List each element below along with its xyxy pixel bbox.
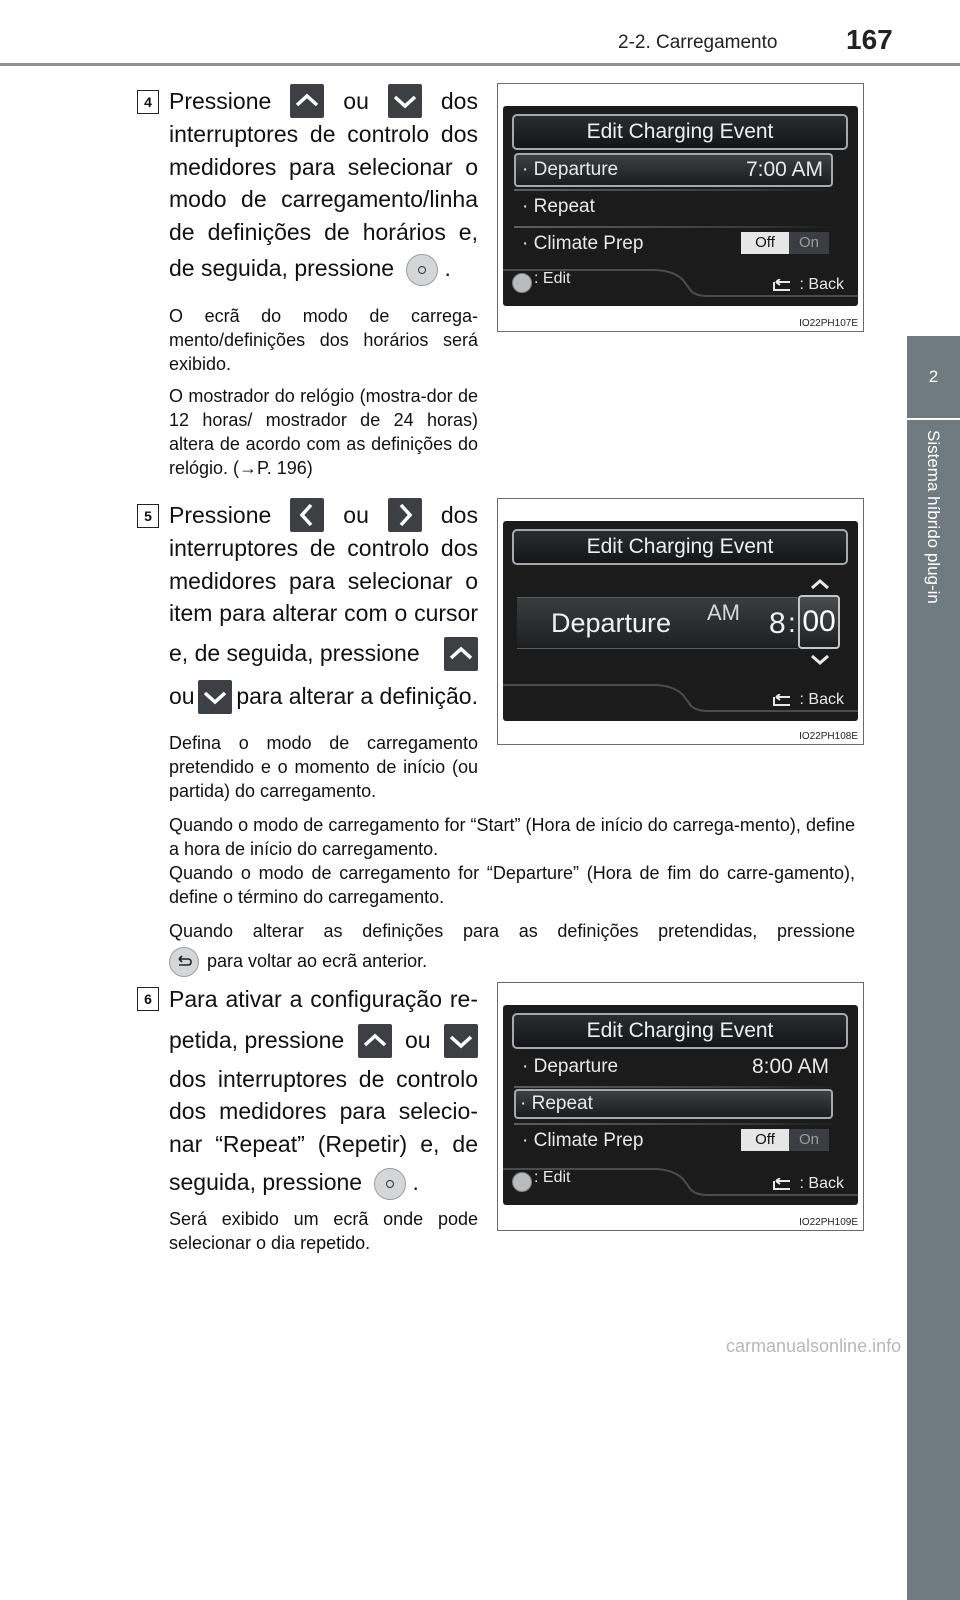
chevron-down-icon: [810, 654, 830, 666]
row-divider: [514, 189, 839, 191]
right-arrow-icon: [388, 498, 422, 532]
screen-title: Edit Charging Event: [512, 529, 848, 565]
step-5-note: Defina o modo de carregamento pretendido e o momento de início (ou partida) do carregamento.: [169, 733, 478, 801]
step-6-line: dos medidores para selecio-: [169, 1098, 478, 1124]
ok-button-icon: [406, 254, 438, 286]
step-5-paragraph-start: Quando o modo de carregamento for “Start” (Hora de início do carrega-mento), define a hora de início do carregamento.: [169, 815, 855, 859]
figure-caption: IO22PH109E: [799, 1217, 858, 1228]
screen-footer: [503, 681, 858, 719]
figure-departure-time: [497, 498, 864, 745]
menu-row-climate-prep: [514, 229, 837, 259]
ok-button-icon: [374, 1168, 406, 1200]
edit-label: : Edit: [534, 1169, 571, 1186]
toggle-on: On: [789, 1129, 829, 1151]
step-6-instructions: [169, 983, 478, 1200]
figure-repeat-selected: [497, 982, 864, 1231]
step-4-line: modo de carregamento/linha: [169, 186, 478, 212]
chapter-tab-number: 2: [907, 336, 960, 418]
step-4-word-pressione: Pressione: [169, 87, 272, 114]
step-number-6: 6: [137, 987, 159, 1011]
back-label: : Back: [799, 1175, 844, 1192]
step-5-word-pressione: Pressione: [169, 501, 272, 528]
row-label: · Climate Prep: [522, 233, 644, 254]
section-title: 2-2. Carregamento: [618, 32, 778, 53]
step-4-word-dos: dos: [440, 87, 478, 114]
step-5-word-dos: dos: [440, 501, 478, 528]
row-value: 8:00 AM: [751, 1055, 829, 1078]
menu-row-climate-prep: [514, 1126, 837, 1156]
screen-title: Edit Charging Event: [512, 1013, 848, 1049]
step-4-instructions: [169, 84, 478, 286]
step-4-word-ou: ou: [343, 87, 369, 114]
step-4-last-line: de seguida, pressione: [169, 255, 395, 281]
step-4-period: .: [444, 255, 451, 281]
step-6-line-2: petida, pressione: [169, 1027, 345, 1054]
step-6-word-ou: ou: [405, 1027, 431, 1054]
row-value: 7:00 AM: [745, 158, 823, 181]
row-label: · Departure: [522, 159, 619, 180]
figure-edit-charging-event: [497, 83, 864, 332]
field-label: Departure: [551, 608, 672, 638]
back-instruction-line-1: Quando alterar as definições para as definições pretendidas, pressione: [169, 921, 855, 941]
screen-title: Edit Charging Event: [512, 114, 848, 150]
row-divider: [514, 1086, 839, 1088]
row-divider: [514, 226, 839, 228]
menu-row-departure: [514, 153, 833, 187]
step-5-line-5: para alterar a definição.: [236, 683, 478, 710]
display-screen: [503, 106, 858, 306]
row-divider: [514, 1123, 839, 1125]
row-label: · Climate Prep: [522, 1130, 644, 1151]
departure-field: [517, 597, 798, 649]
screen-footer: [503, 266, 858, 304]
chevron-up-icon: [810, 578, 830, 590]
knob-icon: [512, 1172, 532, 1192]
back-arrow-icon: [770, 694, 792, 708]
down-arrow-icon: [198, 680, 232, 714]
display-screen: [503, 521, 858, 721]
menu-row-departure: [514, 1052, 837, 1082]
step-5-line: item para alterar com o cursor: [169, 600, 478, 626]
toggle-off: Off: [741, 1129, 789, 1151]
back-label: : Back: [799, 691, 844, 708]
edit-label: : Edit: [534, 270, 571, 287]
page-number: 167: [846, 24, 893, 55]
left-arrow-icon: [290, 498, 324, 532]
step-6-last-line: seguida, pressione: [169, 1169, 363, 1195]
step-5-back-instruction: [169, 919, 855, 977]
step-6-line: nar “Repeat” (Repetir) e, de: [169, 1130, 478, 1157]
back-arrow-icon: [770, 1178, 792, 1192]
ampm-value: AM: [707, 600, 740, 625]
row-label: · Departure: [522, 1056, 619, 1077]
toggle-off: Off: [741, 232, 789, 254]
watermark: carmanualsonline.info: [726, 1336, 902, 1356]
chapter-tab-label: Sistema híbrido plug-in: [924, 430, 943, 604]
step-5-instructions: [169, 498, 478, 714]
minutes-field: 00: [798, 595, 840, 649]
menu-row-repeat: [514, 192, 837, 222]
screen-footer: [503, 1165, 858, 1203]
figure-caption: IO22PH107E: [799, 318, 858, 329]
figure-caption: IO22PH108E: [799, 731, 858, 742]
hour-value: 8: [769, 607, 786, 640]
down-arrow-icon: [388, 84, 422, 118]
back-label: : Back: [799, 276, 844, 293]
climate-toggle: [741, 232, 829, 254]
up-arrow-icon: [290, 84, 324, 118]
back-arrow-icon: [770, 279, 792, 293]
step-number-4: 4: [137, 90, 159, 114]
down-arrow-icon: [444, 1024, 478, 1058]
menu-row-repeat: [514, 1089, 833, 1119]
knob-icon: [512, 273, 532, 293]
step-6-note: Será exibido um ecrã onde pode selecionar o dia repetido.: [169, 1209, 478, 1253]
step-4-line: de definições de horários e,: [169, 218, 478, 245]
row-label: · Repeat: [522, 196, 595, 217]
step-4-line: medidores para selecionar o: [169, 153, 478, 180]
step-5-paragraph-departure: Quando o modo de carregamento for “Departure” (Hora de fim do carre-gamento), define o término do carregamento.: [169, 863, 855, 907]
climate-toggle: [741, 1129, 829, 1151]
step-5-word-ou: ou: [343, 501, 369, 528]
step-5-line: interruptores de controlo dos: [169, 535, 478, 561]
step-5-word-ou-2: ou: [169, 683, 195, 710]
step-5-line: medidores para selecionar o: [169, 567, 478, 594]
display-screen: [503, 1005, 858, 1205]
step-4-line: interruptores de controlo dos: [169, 121, 478, 147]
chapter-tab: [907, 420, 960, 1600]
up-arrow-icon: [444, 637, 478, 671]
back-instruction-line-2: para voltar ao ecrã anterior.: [207, 950, 428, 971]
step-4-note-1: O ecrã do modo de carrega-mento/definições dos horários será exibido.: [169, 306, 478, 374]
back-button-icon: [169, 947, 199, 977]
step-6-line-1: Para ativar a configuração re-: [169, 986, 478, 1012]
step-6-line: dos interruptores de controlo: [169, 1065, 478, 1092]
header-divider: [0, 63, 960, 66]
row-label: · Repeat: [520, 1093, 593, 1114]
step-6-period: .: [412, 1169, 419, 1195]
toggle-on: On: [789, 232, 829, 254]
step-5-line-4: e, de seguida, pressione: [169, 640, 420, 667]
step-number-5: 5: [137, 504, 159, 528]
time-colon: :: [788, 607, 796, 638]
up-arrow-icon: [358, 1024, 392, 1058]
step-4-note-2: O mostrador do relógio (mostra-dor de 12 horas/ mostrador de 24 horas) altera de acordo com as definições do relógio. (→P. 196): [169, 386, 478, 478]
